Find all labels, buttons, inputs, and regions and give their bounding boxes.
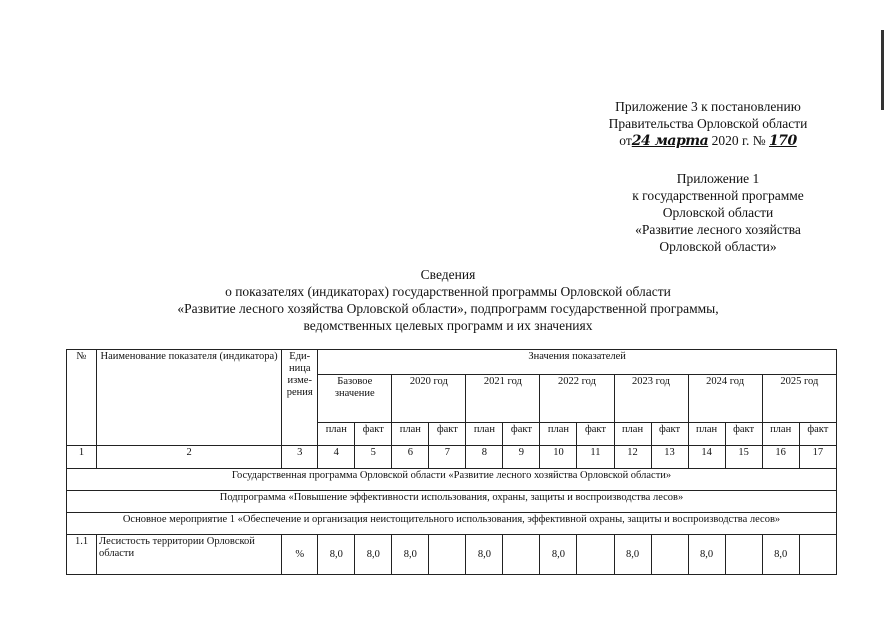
- subprogram-title: Подпрограмма «Повышение эффективности использования, охраны, защиты и воспроизводства лесов»: [67, 491, 837, 513]
- column-number: 7: [429, 446, 466, 469]
- value-cell: 8,0: [614, 535, 651, 575]
- header-year: 2020 г. №: [711, 133, 766, 148]
- plan-header: план: [762, 423, 799, 446]
- fact-header: факт: [651, 423, 688, 446]
- plan-header: план: [688, 423, 725, 446]
- fact-header: факт: [577, 423, 614, 446]
- fact-header: факт: [355, 423, 392, 446]
- column-number: 3: [282, 446, 318, 469]
- column-number: 11: [577, 446, 614, 469]
- measure-row: [67, 513, 837, 535]
- period-header: Базовое значение: [318, 375, 392, 423]
- appendix-header: [560, 170, 876, 255]
- header-line-1: Приложение 3 к постановлению: [615, 99, 801, 114]
- value-cell: [577, 535, 614, 575]
- column-number: 15: [725, 446, 762, 469]
- handwritten-number: 170: [768, 133, 797, 149]
- title-line-4: ведомственных целевых программ и их значениях: [303, 318, 593, 333]
- column-number: 13: [651, 446, 688, 469]
- table-header-row: [67, 350, 837, 375]
- value-cell: 8,0: [540, 535, 577, 575]
- column-number: 12: [614, 446, 651, 469]
- value-cell: [725, 535, 762, 575]
- period-header: 2022 год: [540, 375, 614, 423]
- header-date-prefix: от: [619, 133, 632, 148]
- column-number: 6: [392, 446, 429, 469]
- period-header: 2020 год: [392, 375, 466, 423]
- column-number: 4: [318, 446, 355, 469]
- plan-header: план: [614, 423, 651, 446]
- resolution-header: [560, 98, 856, 150]
- column-number: 1: [67, 446, 97, 469]
- fact-header: факт: [503, 423, 540, 446]
- fact-header: факт: [725, 423, 762, 446]
- col-number-header: №: [67, 350, 97, 446]
- indicators-table: [66, 349, 837, 575]
- col-unit-header: Еди- ница изме- рения: [282, 350, 318, 446]
- column-numbers-row: [67, 446, 837, 469]
- value-cell: [429, 535, 466, 575]
- fact-header: факт: [799, 423, 836, 446]
- program-title: Государственная программа Орловской области «Развитие лесного хозяйства Орловской области»: [67, 469, 837, 491]
- row-name: Лесистость территории Орловской области: [97, 535, 282, 575]
- column-number: 9: [503, 446, 540, 469]
- title-line-3: «Развитие лесного хозяйства Орловской области», подпрограмм государственной программы,: [177, 301, 719, 316]
- period-header: 2023 год: [614, 375, 688, 423]
- period-header: 2025 год: [762, 375, 836, 423]
- title-line-2: о показателях (индикаторах) государственной программы Орловской области: [225, 284, 671, 299]
- value-cell: 8,0: [318, 535, 355, 575]
- fact-header: факт: [429, 423, 466, 446]
- value-cell: [651, 535, 688, 575]
- document-title: [40, 266, 856, 334]
- column-number: 10: [540, 446, 577, 469]
- plan-header: план: [540, 423, 577, 446]
- table-row: [67, 535, 837, 575]
- program-row: [67, 469, 837, 491]
- column-number: 17: [799, 446, 836, 469]
- header-line-3: [560, 132, 856, 150]
- value-cell: 8,0: [392, 535, 429, 575]
- row-unit: %: [282, 535, 318, 575]
- handwritten-date: 24 марта: [631, 133, 709, 149]
- value-cell: [503, 535, 540, 575]
- column-number: 8: [466, 446, 503, 469]
- value-cell: 8,0: [355, 535, 392, 575]
- appendix-line-3: Орловской области: [662, 205, 774, 220]
- title-line-1: Сведения: [420, 267, 476, 282]
- values-header: Значения показателей: [318, 350, 837, 375]
- appendix-line-5: Орловской области»: [659, 239, 777, 254]
- appendix-line-2: к государственной программе: [632, 188, 804, 203]
- value-cell: [799, 535, 836, 575]
- period-header: 2024 год: [688, 375, 762, 423]
- column-number: 2: [97, 446, 282, 469]
- col-name-header: Наименование показателя (индикатора): [97, 350, 282, 446]
- plan-header: план: [392, 423, 429, 446]
- appendix-line-4: «Развитие лесного хозяйства: [635, 222, 801, 237]
- plan-header: план: [318, 423, 355, 446]
- measure-title: Основное мероприятие 1 «Обеспечение и организация неистощительного использования, эффективной охраны, защиты и воспроизводства лесов»: [67, 513, 837, 535]
- row-number: 1.1: [67, 535, 97, 575]
- subprogram-row: [67, 491, 837, 513]
- appendix-line-1: Приложение 1: [676, 171, 760, 186]
- plan-header: план: [466, 423, 503, 446]
- header-line-2: Правительства Орловской области: [608, 116, 808, 131]
- value-cell: 8,0: [762, 535, 799, 575]
- value-cell: 8,0: [466, 535, 503, 575]
- period-header: 2021 год: [466, 375, 540, 423]
- value-cell: 8,0: [688, 535, 725, 575]
- scan-edge-mark: [881, 30, 884, 110]
- column-number: 5: [355, 446, 392, 469]
- column-number: 14: [688, 446, 725, 469]
- column-number: 16: [762, 446, 799, 469]
